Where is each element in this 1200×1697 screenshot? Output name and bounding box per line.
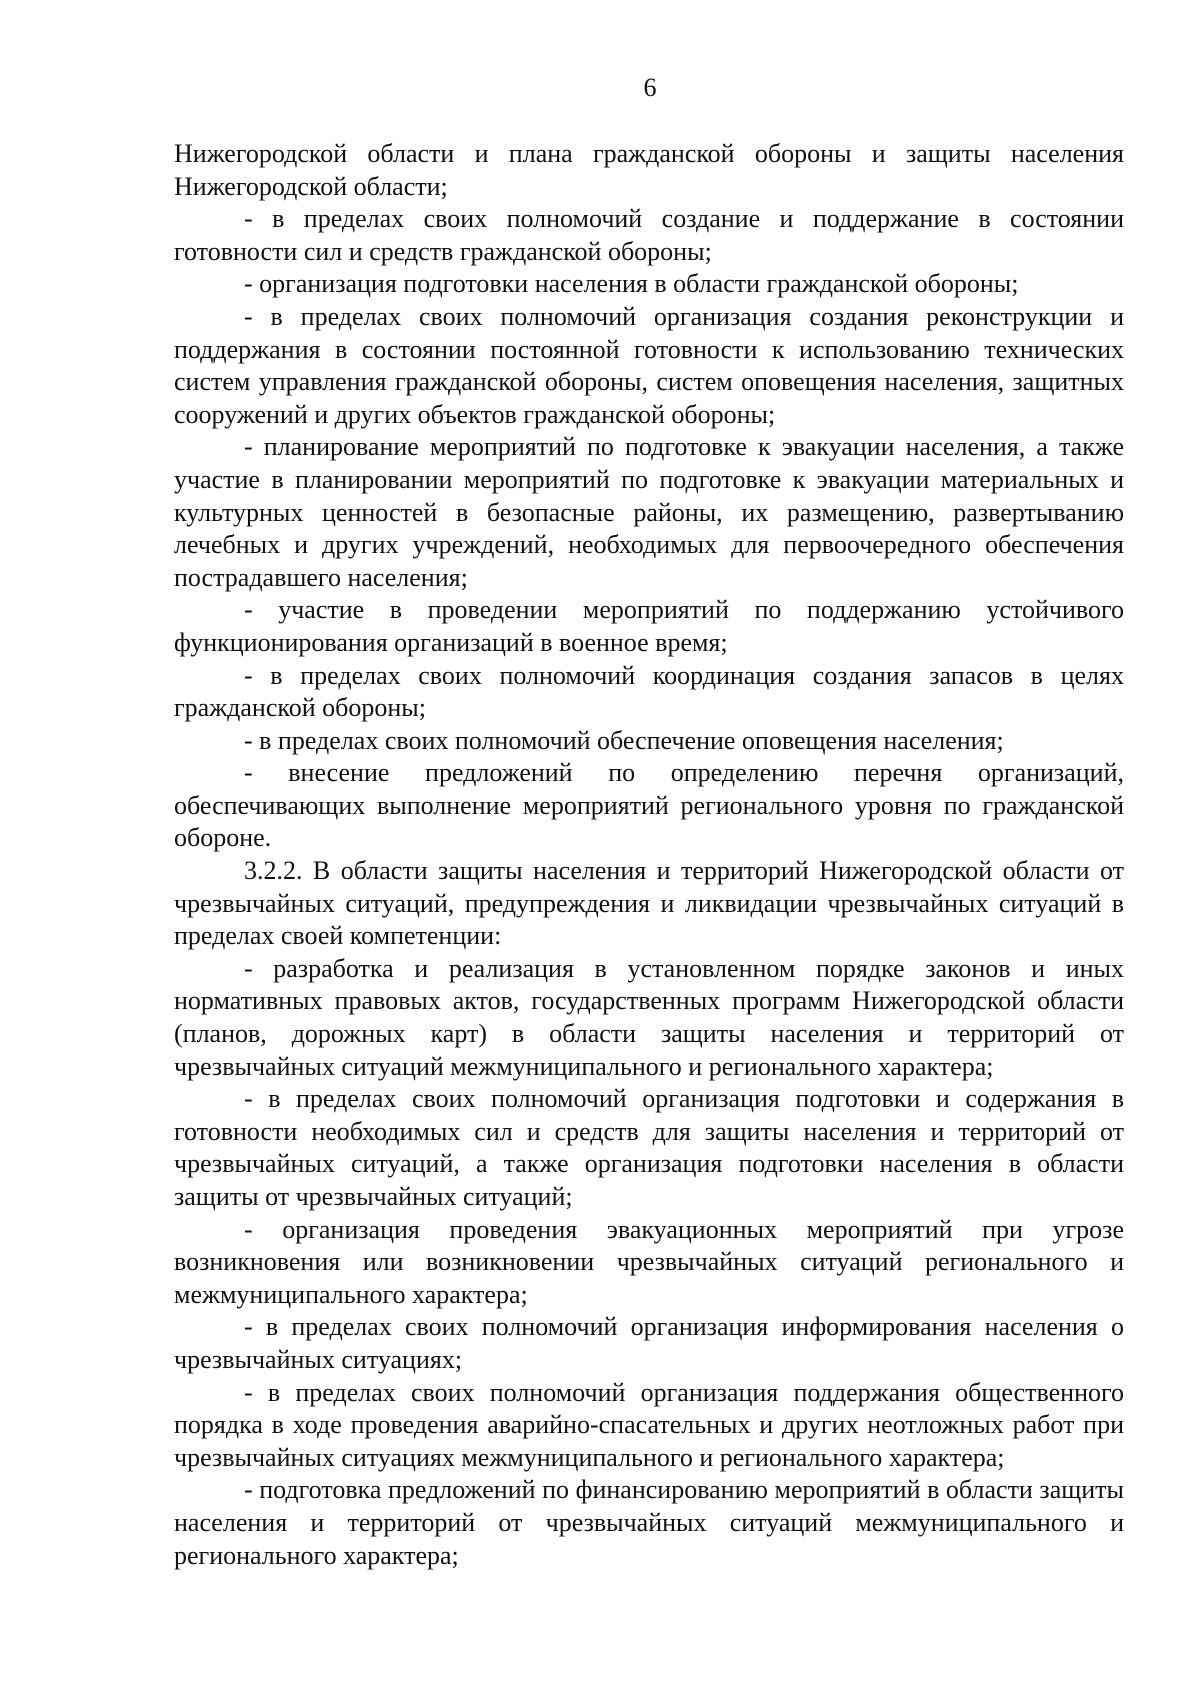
- list-item-technical-systems: - в пределах своих полномочий организация создания реконструкции и поддержания в состоянии постоянной готовности к использованию технических систем управления гражданской обороны, систем оповещения населения, защитных сооружений и других объектов гражданской обороны;: [174, 301, 1124, 429]
- list-item-financing-proposals: - подготовка предложений по финансированию мероприятий в области защиты населения и территорий от чрезвычайных ситуаций межмуниципального и регионального характера;: [174, 1475, 1124, 1570]
- list-item-civil-defense-forces: - в пределах своих полномочий создание и поддержание в состоянии готовности сил и средств гражданской обороны;: [174, 204, 1124, 266]
- paragraph-continued: Нижегородской области и плана гражданской обороны и защиты населения Нижегородской области;: [174, 139, 1124, 201]
- list-item-evacuation-measures: - организация проведения эвакуационных мероприятий при угрозе возникновения или возникновении чрезвычайных ситуаций регионального и межмуниципального характера;: [174, 1214, 1124, 1309]
- page-number: 6: [643, 73, 657, 102]
- list-item-laws-development: - разработка и реализация в установленном порядке законов и иных нормативных правовых актов, государственных программ Нижегородской области (планов, дорожных карт) в области защиты населения и территорий от чрезвычайных ситуаций межмуниципального и регионального характера;: [174, 953, 1124, 1081]
- list-item-public-order: - в пределах своих полномочий организация поддержания общественного порядка в ходе проведения аварийно-спасательных и других неотложных работ при чрезвычайных ситуациях межмуниципального и регионального характера;: [174, 1377, 1124, 1472]
- list-item-reserves-coordination: - в пределах своих полномочий координация создания запасов в целях гражданской обороны;: [174, 660, 1124, 723]
- list-item-organizations-list: - внесение предложений по определению перечня организаций, обеспечивающих выполнение мероприятий регионального уровня по гражданской обороне.: [174, 758, 1124, 853]
- list-item-forces-readiness: - в пределах своих полномочий организация подготовки и содержания в готовности необходимых сил и средств для защиты населения и территорий от чрезвычайных ситуаций, а также организация подготовки населения в области защиты от чрезвычайных ситуаций;: [174, 1084, 1124, 1211]
- list-item-population-training: - организация подготовки населения в области гражданской обороны;: [244, 269, 1019, 299]
- list-item-evacuation-planning: - планирование мероприятий по подготовке к эвакуации населения, а также участие в планировании мероприятий по подготовке к эвакуации материальных и культурных ценностей в безопасные районы, их размещению, развертыванию лечебных и других учреждений, необходимых для первоочередного обеспечения пострадавшего населения;: [174, 432, 1124, 592]
- list-item-sustainable-functioning: - участие в проведении мероприятий по поддержанию устойчивого функционирования организаций в военное время;: [174, 595, 1124, 657]
- section-heading-3-2-2: 3.2.2. В области защиты населения и территорий Нижегородской области от чрезвычайных ситуаций, предупреждения и ликвидации чрезвычайных ситуаций в пределах своей компетенции:: [174, 856, 1124, 951]
- document-body: [174, 138, 1124, 1572]
- list-item-informing-population: - в пределах своих полномочий организация информирования населения о чрезвычайных ситуациях;: [174, 1312, 1124, 1374]
- list-item-population-alerting: - в пределах своих полномочий обеспечение оповещения населения;: [244, 725, 1004, 755]
